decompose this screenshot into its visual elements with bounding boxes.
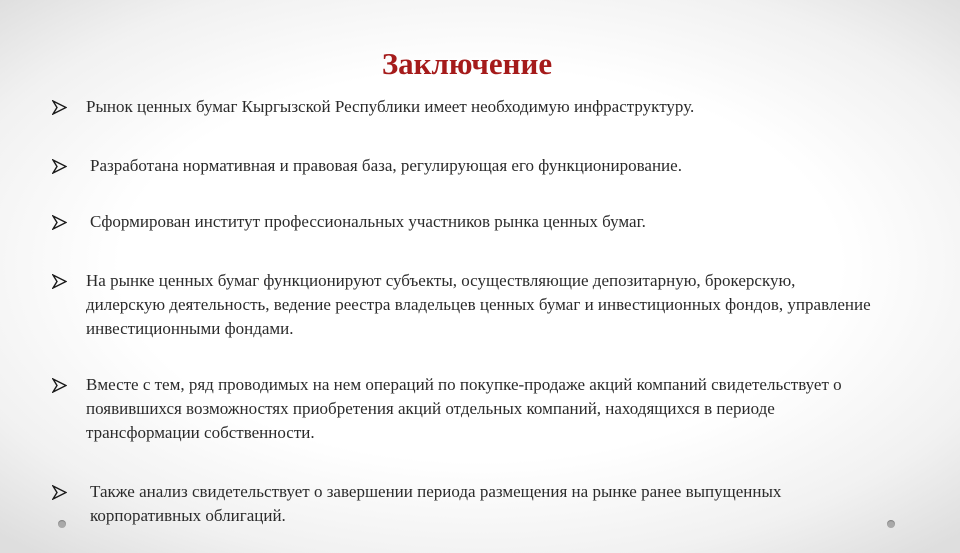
bullet-text: Также анализ свидетельствует о завершении периода размещения на рынке ранее выпущенных корпоративных облигаций. xyxy=(90,482,786,525)
slide-title: Заключение xyxy=(381,46,553,81)
arrowhead-bullet-icon xyxy=(52,373,86,397)
bullet-text: Вместе с тем, ряд проводимых на нем операций по покупке-продаже акций компаний свидетельствует о появившихся возможностях приобретения акций отдельных компаний, находящихся в периоде трансформации собственности. xyxy=(86,375,846,442)
bullet-text: Рынок ценных бумаг Кыргызской Республики имеет необходимую инфраструктуру. xyxy=(86,97,695,116)
bullet-item xyxy=(52,95,872,119)
arrowhead-bullet-icon xyxy=(52,95,86,119)
decorative-dot-icon xyxy=(887,520,895,528)
arrowhead-bullet-icon xyxy=(52,480,86,504)
bullet-item xyxy=(52,210,872,234)
bullet-text: На рынке ценных бумаг функционируют субъекты, осуществляющие депозитарную, брокерскую, дилерскую деятельность, ведение реестра владельцев ценных бумаг и инвестиционных фондов, управление инвестиционными фондами. xyxy=(86,271,875,338)
bullet-item xyxy=(52,480,872,528)
decorative-dot-icon xyxy=(58,520,66,528)
bullet-item xyxy=(52,373,872,445)
bullet-text: Сформирован институт профессиональных участников рынка ценных бумаг. xyxy=(90,212,646,231)
bullet-item xyxy=(52,154,872,178)
bullet-text: Разработана нормативная и правовая база, регулирующая его функционирование. xyxy=(90,156,682,175)
arrowhead-bullet-icon xyxy=(52,210,86,234)
bullet-item xyxy=(52,269,875,341)
arrowhead-bullet-icon xyxy=(52,154,86,178)
arrowhead-bullet-icon xyxy=(52,269,86,293)
